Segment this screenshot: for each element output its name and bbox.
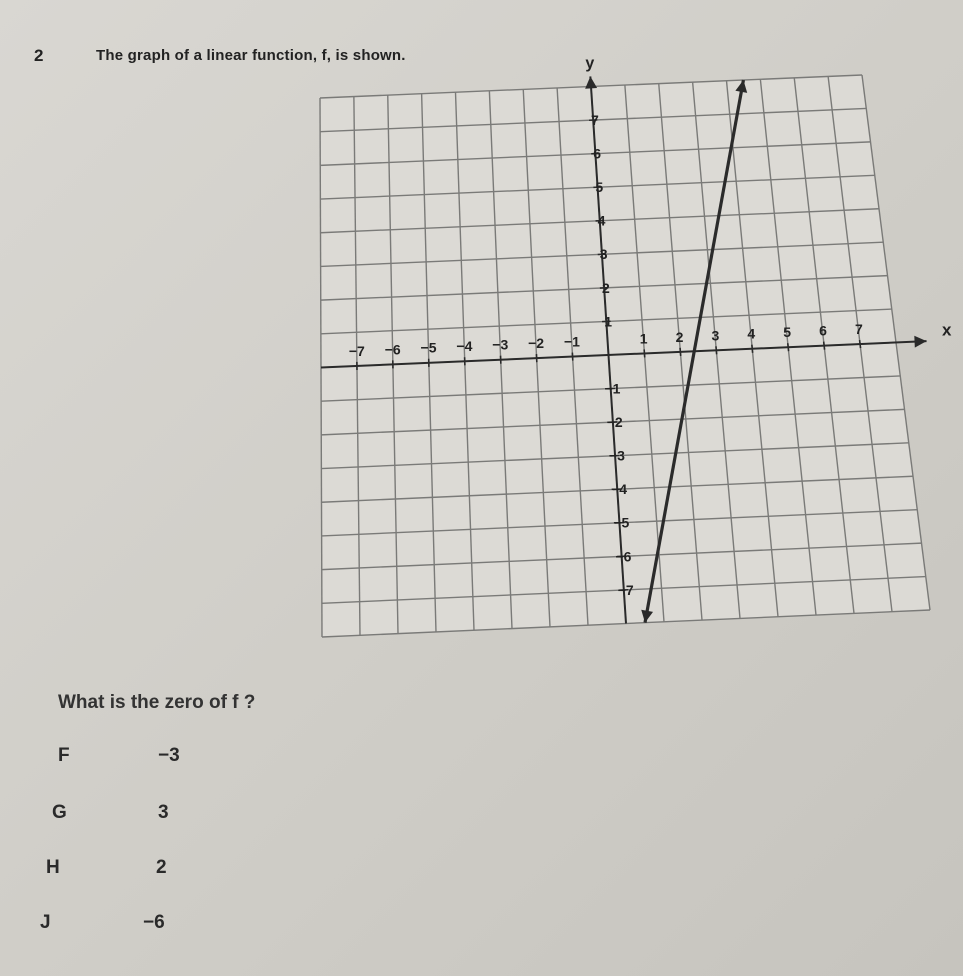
x-tick-label: 5 xyxy=(783,324,792,341)
y-axis-arrow xyxy=(585,76,597,88)
y-tick-label: −6 xyxy=(615,548,632,565)
x-tick-label: −3 xyxy=(492,336,509,353)
x-axis-label: x xyxy=(942,320,952,340)
y-tick-label: 3 xyxy=(599,246,608,263)
x-tick-mark xyxy=(752,345,753,353)
x-tick-label: 1 xyxy=(639,330,648,347)
x-tick-mark xyxy=(644,349,645,357)
choice-letter: J xyxy=(40,912,51,933)
x-tick-label: 4 xyxy=(747,325,756,342)
y-tick-label: −5 xyxy=(613,514,630,531)
x-tick-label: −1 xyxy=(563,333,580,350)
x-tick-mark xyxy=(680,348,681,356)
x-tick-label: −4 xyxy=(456,338,473,355)
y-tick-label: −7 xyxy=(617,581,634,598)
choice-value: 3 xyxy=(158,802,169,823)
choice-letter: H xyxy=(46,857,60,878)
x-axis-arrow xyxy=(914,336,926,348)
x-tick-label: 3 xyxy=(711,327,720,344)
x-tick-label: −5 xyxy=(420,339,437,356)
x-tick-mark xyxy=(860,340,861,348)
x-tick-mark xyxy=(716,346,717,354)
question-text: What is the zero of f ? xyxy=(58,692,256,713)
y-tick-label: 7 xyxy=(590,111,599,128)
choice-letter: F xyxy=(58,745,70,766)
x-tick-label: −7 xyxy=(348,342,365,359)
x-tick-mark xyxy=(788,343,789,351)
x-tick-label: 7 xyxy=(854,321,863,338)
y-tick-label: −3 xyxy=(608,447,625,464)
choice-value: −3 xyxy=(158,745,180,766)
y-tick-label: 1 xyxy=(604,313,612,330)
x-tick-label: −2 xyxy=(528,335,545,352)
y-tick-label: 4 xyxy=(597,212,606,229)
y-tick-label: 5 xyxy=(595,179,604,196)
choice-letter: G xyxy=(52,802,67,823)
y-tick-label: −4 xyxy=(611,481,628,498)
y-tick-label: 2 xyxy=(601,279,610,296)
y-tick-label: −1 xyxy=(604,380,621,397)
question-number: 2 xyxy=(34,46,44,65)
x-tick-label: 6 xyxy=(819,322,827,339)
x-tick-label: −6 xyxy=(384,341,401,358)
y-tick-label: −2 xyxy=(606,414,623,431)
choice-value: −6 xyxy=(143,912,165,933)
y-axis-label: y xyxy=(585,55,595,73)
x-tick-mark xyxy=(824,342,825,350)
y-tick-label: 6 xyxy=(593,145,601,162)
x-tick-label: 2 xyxy=(675,328,684,345)
question-prompt: The graph of a linear function, f, is shown. xyxy=(96,47,406,64)
choice-value: 2 xyxy=(156,857,167,878)
